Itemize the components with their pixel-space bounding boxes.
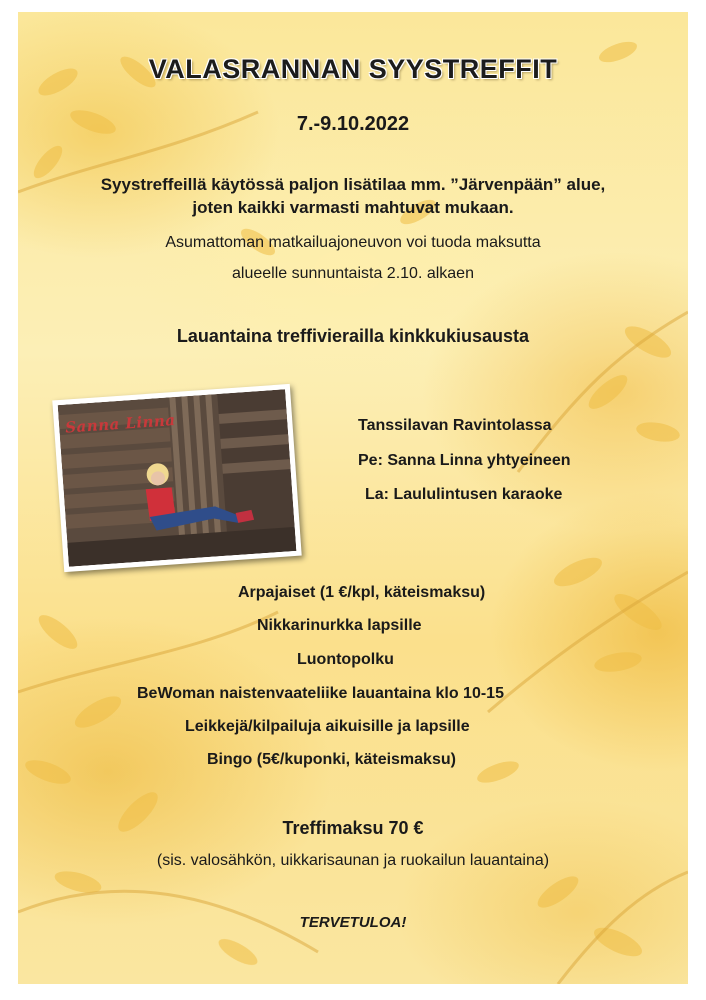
performer-photo-label: Sanna Linna <box>64 410 177 437</box>
event-date: 7.-9.10.2022 <box>296 113 410 135</box>
event-fee: Treffimaksu 70 € <box>282 818 424 838</box>
welcome-text: TERVETULOA! <box>299 914 407 931</box>
saturday-food-note: Lauantaina treffivierailla kinkkukiusausta <box>176 326 530 346</box>
performer-photo <box>52 384 301 572</box>
venue-saturday: La: Laululintusen karaoke <box>365 486 563 503</box>
activity-item: Leikkejä/kilpailuja aikuisille ja lapsille <box>185 718 470 735</box>
activity-item: Luontopolku <box>297 651 394 668</box>
poster-title: VALASRANNAN SYYSTREFFIT <box>148 54 558 84</box>
venue-restaurant: Tanssilavan Ravintolassa <box>358 417 552 434</box>
fee-includes: (sis. valosähkön, uikkarisaunan ja ruokailun lauantaina) <box>156 852 550 869</box>
activity-item: BeWoman naistenvaateliike lauantaina klo 10-15 <box>137 685 504 702</box>
venue-friday: Pe: Sanna Linna yhtyeineen <box>358 452 571 469</box>
rv-info-line-1: Asumattoman matkailuajoneuvon voi tuoda maksutta <box>165 234 541 251</box>
intro-line-1: Syystreffeillä käytössä paljon lisätilaa mm. ”Järvenpään” alue, <box>100 175 606 194</box>
intro-line-2: joten kaikki varmasti mahtuvat mukaan. <box>192 198 514 217</box>
poster <box>18 12 688 984</box>
rv-info-line-2: alueelle sunnuntaista 2.10. alkaen <box>232 265 474 282</box>
activity-item: Bingo (5€/kuponki, käteismaksu) <box>207 751 456 768</box>
activity-item: Arpajaiset (1 €/kpl, käteismaksu) <box>238 584 486 601</box>
activity-item: Nikkarinurkka lapsille <box>257 617 422 634</box>
